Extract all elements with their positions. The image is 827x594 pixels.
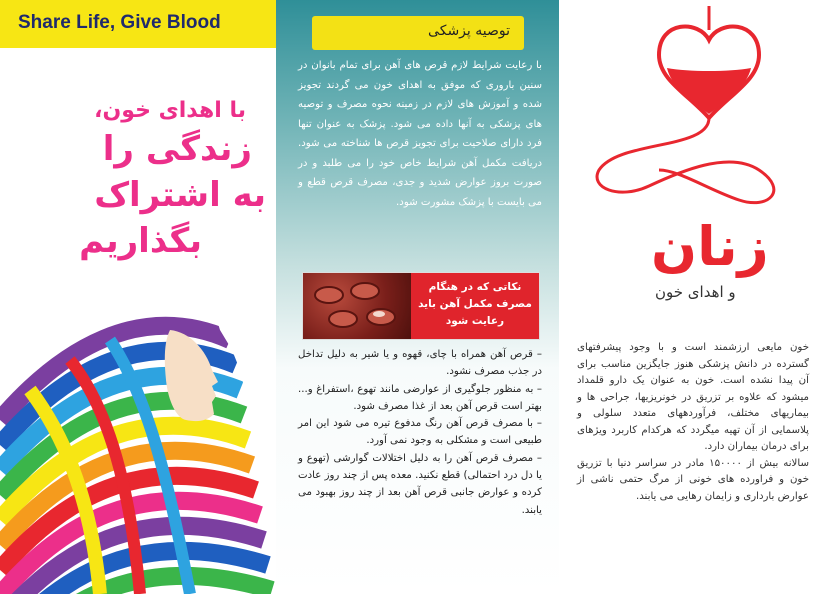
middle-panel xyxy=(276,0,559,594)
tip-item: – قرص آهن همراه با چای، قهوه و یا شیر به دلیل تداخل در جذب مصرف نشود. xyxy=(298,349,542,378)
title-line-1: با اهدای خون، xyxy=(94,98,246,123)
left-panel xyxy=(0,0,276,594)
heart-blood-bag-icon xyxy=(559,0,827,230)
tip-item: – با مصرف قرص آهن رنگ مدفوع تیره می شود این امر طبیعی است و مشکلی به وجود نمی آورد. xyxy=(298,418,542,447)
advice-title: توصیه پزشکی xyxy=(428,23,510,39)
title-line-4: بگذاریم xyxy=(79,221,202,261)
tip-item: – مصرف قرص آهن را به دلیل اختلالات گوارشی (تهوع و یا دل درد احتمالی) قطع نکنید. معده پس از چند روز عادت کرده و عوارض جانبی قرص آهن بعد از چند روز بهبود می یابند. xyxy=(298,452,542,516)
tips-list xyxy=(298,346,542,519)
right-panel xyxy=(559,0,827,594)
rainbow-hair-woman-illustration xyxy=(0,270,276,594)
campaign-title xyxy=(22,96,272,264)
advice-header xyxy=(312,16,524,50)
advice-text: با رعایت شرایط لازم قرص های آهن برای تمام بانوان در سنین باروری که موفق به اهدای خون می گردند تجویز شده و آموزش های لازم در زمینه نحوه مصرف و توصیه های پزشکی به آنها داده می شود. پزشک به عنوان تنها فرد دارای صلاحیت برای تجویز قرص ها شناخته می شود. دریافت مکمل آهن شرایط خاص خود را می طلبد و در صورت بروز عوارض شدید و جدی، مصرف قرص قطع و می بایست با پزشک مشورت شود. xyxy=(298,60,542,208)
tip-item: – به منظور جلوگیری از عوارضی مانند تهوع ،استفراغ و... بهتر است قرص آهن بعد از غذا مصرف شود. xyxy=(298,383,542,412)
iron-tips-box xyxy=(302,272,540,340)
intro-text xyxy=(577,340,809,505)
slogan-text: Share Life, Give Blood xyxy=(18,12,221,33)
slogan-bar xyxy=(0,0,276,48)
title-line-2: زندگی را xyxy=(102,129,252,169)
tips-heading: نکاتی که در هنگام مصرف مکمل آهن باید رعایت شود xyxy=(418,281,532,327)
women-subtitle: و اهدای خون xyxy=(655,283,736,301)
title-line-3: به اشتراک xyxy=(94,175,266,215)
women-title: زنان xyxy=(651,215,769,278)
intro-paragraph: خون مایعی ارزشمند است و با وجود پیشرفتهای گسترده در دانش پزشکی هنوز جایگزین مناسب برای آن پیدا نشده است. خون به عنوان یک دارو قلمداد میشود که علاوه بر تزریق در خونریزیها، جراحی ها و بیماریهای مختلف، فرآوردههای متعدد سلولی و پلاسمایی از آن تهیه میگردد که هرکدام کاربرد ویژهای برای درمان بیماران دارد. xyxy=(577,342,809,452)
intro-paragraph: سالانه بیش از ۱۵۰۰۰۰ مادر در سراسر دنیا با تزریق خون و فراورده های خونی از مرگ حتمی ناشی از عوارض بارداری و زایمان رهایی می یابند. xyxy=(577,457,809,502)
iron-pills-photo xyxy=(303,273,415,339)
tips-heading-box xyxy=(411,273,539,339)
